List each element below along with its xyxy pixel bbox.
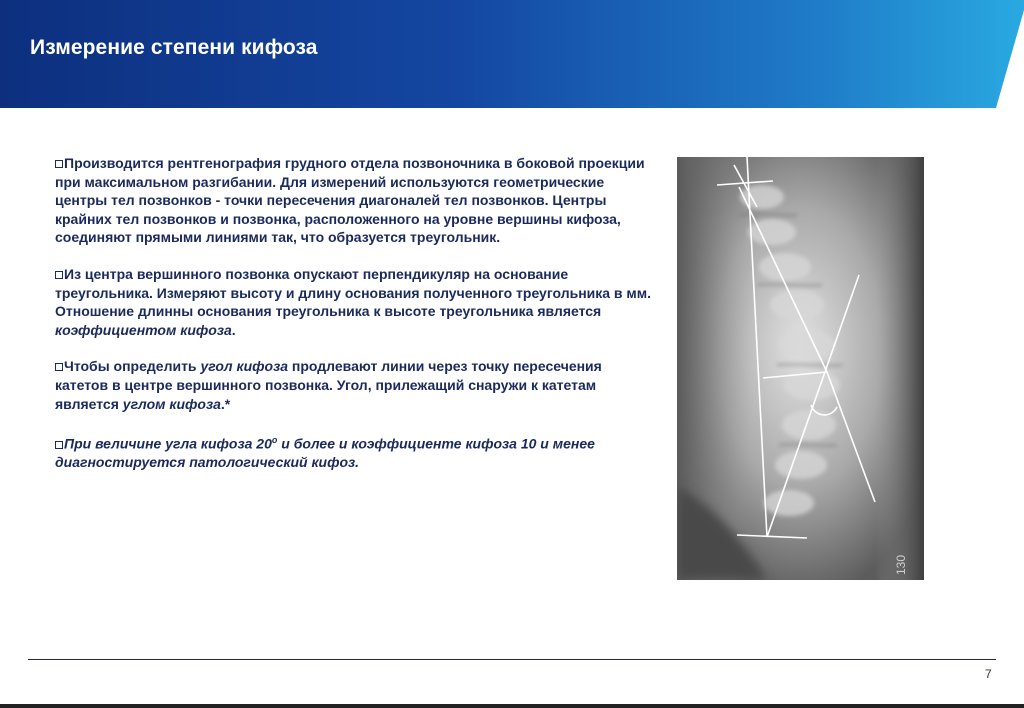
checkbox-bullet-icon [55,363,63,371]
degree-superscript: о [271,435,278,446]
paragraph-diagnosis: При величине угла кифоза $20^о$ и более и коэффициенте кифоза 10 и менее диагностируется патологический кифоз. [55,435,595,471]
term-kyphosis-angle-2: углом кифоза [122,395,221,412]
page-number: 7 [985,667,992,681]
xray-image [677,157,924,580]
page-title: Измерение степени кифоза [30,36,318,59]
term-kyphosis-angle: угол кифоза [200,358,289,375]
checkbox-bullet-icon [55,271,63,279]
spine-xray-graphic [677,157,924,580]
paragraph-angle: Чтобы определить угол кифоза продлевают линии через точку пересечения катетов в центре вершинного позвонка. Угол, прилежащий снаружи к катетам является углом кифоза.* [55,358,602,412]
checkbox-bullet-icon [55,160,63,168]
text-content [55,154,655,472]
term-kyphosis-coefficient: коэффициентом кифоза [55,321,232,338]
checkbox-bullet-icon [55,441,63,449]
bottom-border [0,704,1024,708]
footer-divider [28,659,996,660]
xray-corner-label: 130 [894,554,908,575]
paragraph-perpendicular: Из центра вершинного позвонка опускают перпендикуляр на основание треугольника. Измеряют высоту и длину основания полученного треугольника в мм. Отношение длинны основания треугольника к высоте треугольника является коэффициентом кифоза. [55,265,652,338]
paragraph-radiography: Производится рентгенография грудного отдела позвоночника в боковой проекции при максимальном разгибании. Для измерений используются геометрические центры тел позвонков - точки пересечения диагоналей тел позвонков. Центры крайних тел позвонков и позвонка, расположенного на уровне вершины кифоза, соединяют прямыми линиями так, что образуется треугольник. [55,155,645,246]
